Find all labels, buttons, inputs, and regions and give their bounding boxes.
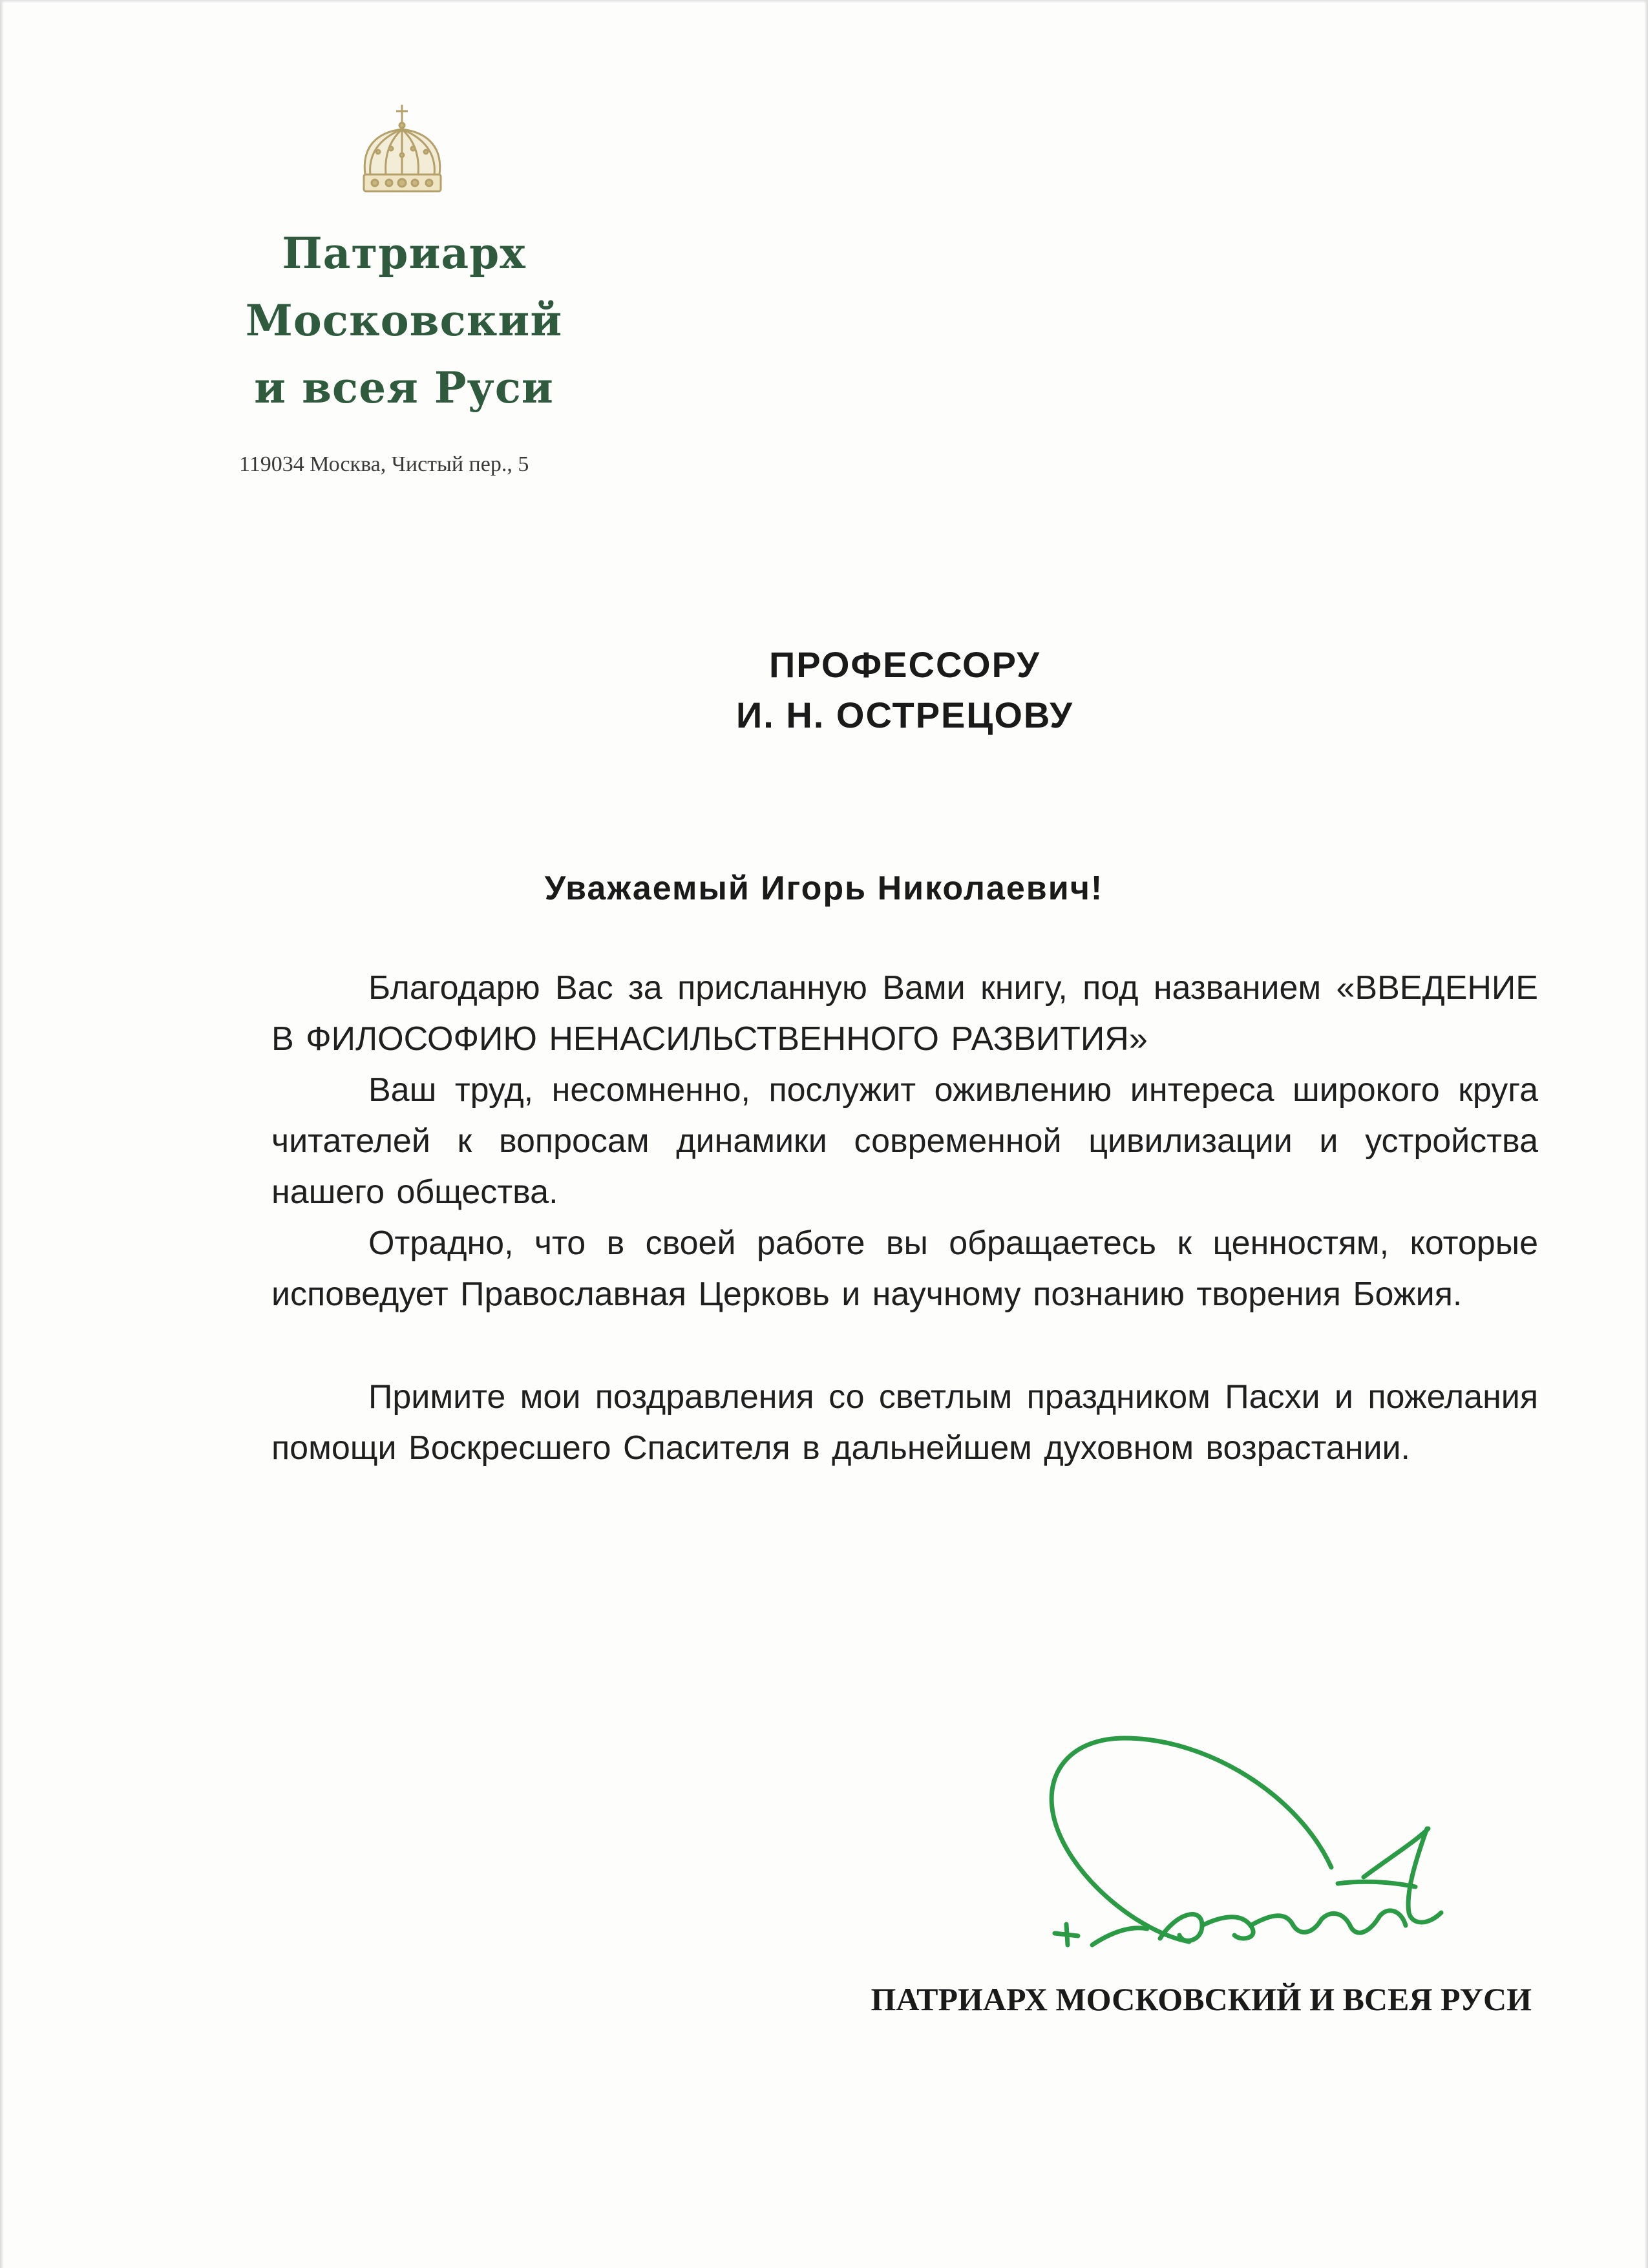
letterhead-address: 119034 Москва, Чистый пер., 5 — [239, 452, 529, 476]
crown-icon — [359, 103, 446, 200]
signature-icon — [1028, 1719, 1519, 1971]
signature-title: ПАТРИАРХ МОСКОВСКИЙ И ВСЕЯ РУСИ — [871, 1981, 1532, 2017]
paragraph-values: Отрадно, что в своей работе вы обращаетесь к ценностям, которые исповедует Православная Церковь и научному познанию творения Божия. — [271, 1224, 1538, 1313]
paragraph-work: Ваш труд, несомненно, послужит оживлению интереса широкого круга читателей к вопросам динамики современной цивилизации и устройства нашего общества. — [271, 1071, 1538, 1211]
letter-body — [271, 963, 1538, 1474]
paragraph-thanks: Благодарю Вас за присланную Вами книгу, под названием «ВВЕДЕНИЕ В ФИЛОСОФИЮ НЕНАСИЛЬСТВЕННОГО РАЗВИТИЯ» — [271, 969, 1538, 1058]
scan-edge-right — [1644, 0, 1648, 2268]
scan-edge-left — [0, 0, 4, 2268]
paragraph-greetings: Примите мои поздравления со светлым праздником Пасхи и пожелания помощи Воскресшего Спасителя в дальнейшем духовном возрастании. — [271, 1378, 1538, 1467]
scan-edge-top — [0, 0, 1648, 3]
recipient-title: ПРОФЕССОРУ — [768, 644, 1041, 685]
letterhead-line-1: Патриарх — [282, 228, 526, 278]
recipient-block — [582, 640, 1228, 740]
letterhead-line-3: и всея Руси — [254, 362, 554, 413]
letterhead-line-2: Московский — [245, 295, 563, 346]
salutation: Уважаемый Игорь Николаевич! — [544, 870, 1104, 907]
letterhead-title — [213, 220, 595, 421]
recipient-name: И. Н. ОСТРЕЦОВУ — [735, 695, 1074, 735]
